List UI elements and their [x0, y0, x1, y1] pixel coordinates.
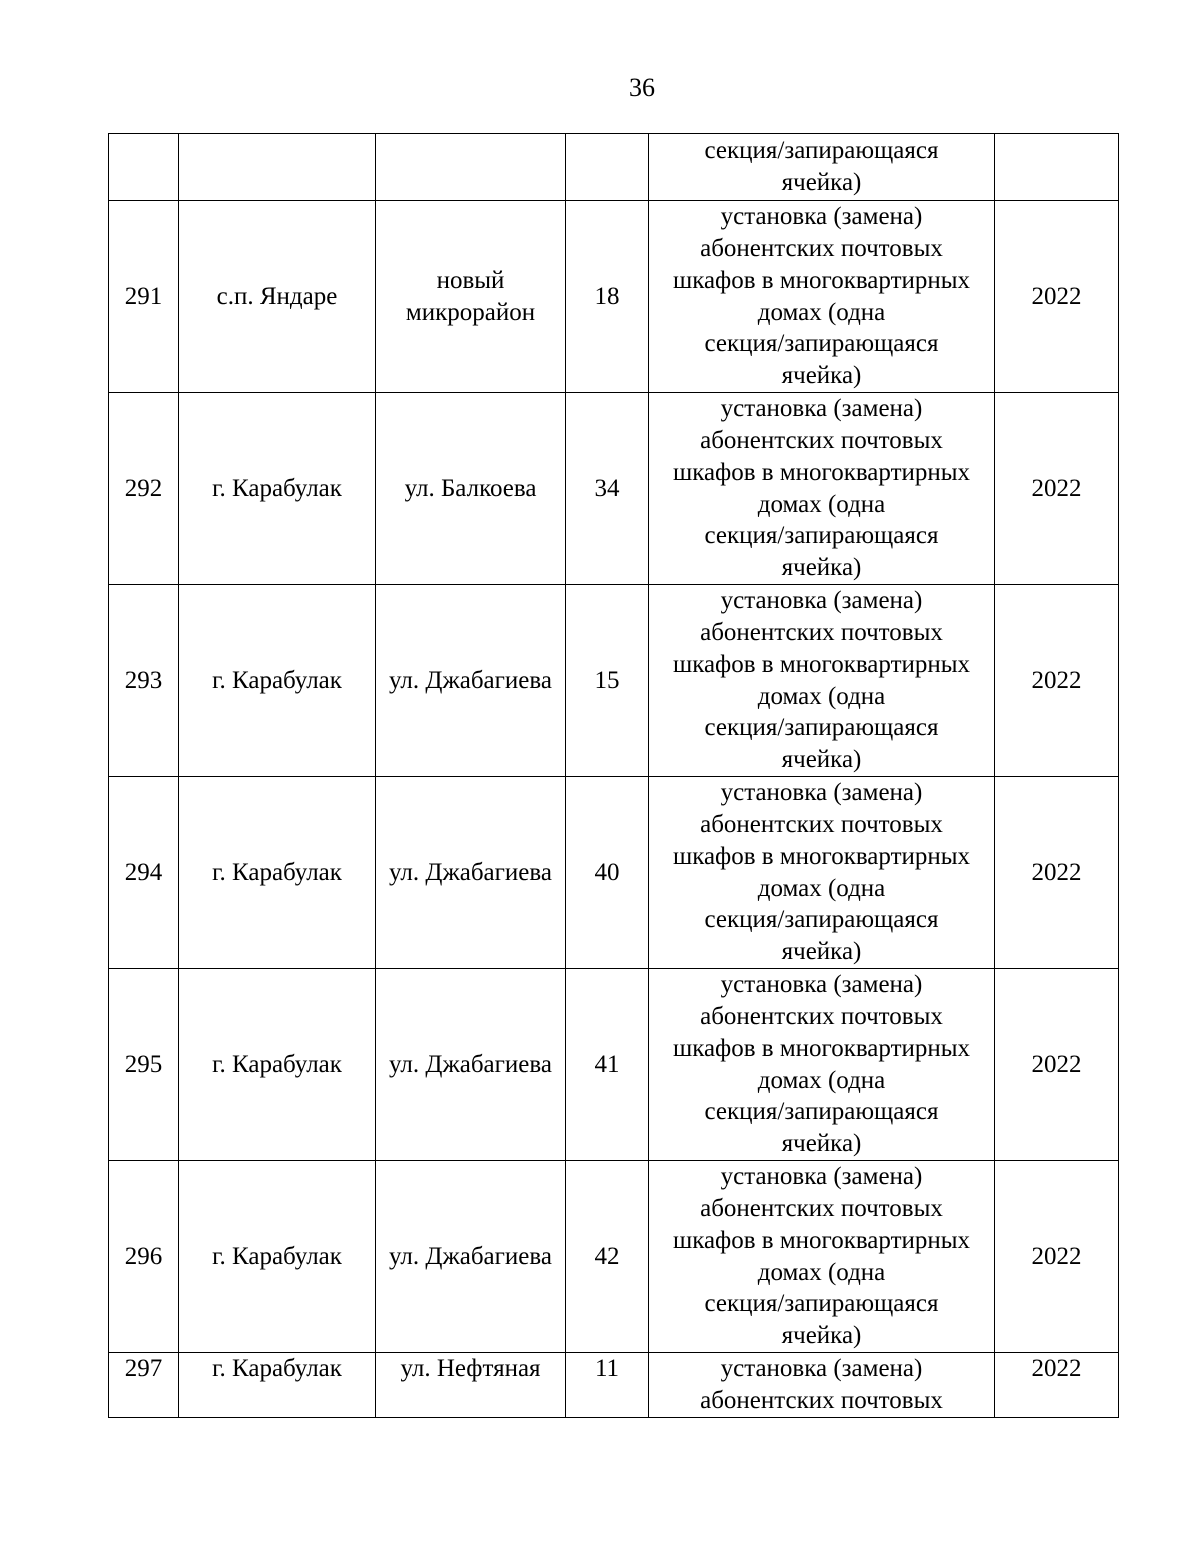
- table-row: [109, 585, 1119, 777]
- table-row: [109, 969, 1119, 1161]
- cell-settlement: г. Карабулак: [179, 585, 376, 777]
- cell-street: ул. Джабагиева: [376, 585, 566, 777]
- cell-description: установка (замена) абонентских почтовых: [649, 1353, 995, 1418]
- cell-settlement: г. Карабулак: [179, 393, 376, 585]
- cell-description: установка (замена) абонентских почтовых шкафов в многоквартирных домах (одна секция/запирающаяся ячейка): [649, 1161, 995, 1353]
- register-table: [108, 133, 1119, 1418]
- cell-no: 294: [109, 777, 179, 969]
- cell-year: [995, 134, 1119, 201]
- cell-house: 11: [566, 1353, 649, 1418]
- cell-house: 40: [566, 777, 649, 969]
- cell-year: 2022: [995, 1161, 1119, 1353]
- cell-street: ул. Джабагиева: [376, 1161, 566, 1353]
- cell-year: 2022: [995, 1353, 1119, 1418]
- cell-street: ул. Нефтяная: [376, 1353, 566, 1418]
- cell-street: ул. Балкоева: [376, 393, 566, 585]
- cell-no: 293: [109, 585, 179, 777]
- table-row: [109, 201, 1119, 393]
- cell-year: 2022: [995, 777, 1119, 969]
- cell-settlement: г. Карабулак: [179, 969, 376, 1161]
- cell-no: 296: [109, 1161, 179, 1353]
- table-row-continuation: [109, 134, 1119, 201]
- cell-house: 42: [566, 1161, 649, 1353]
- cell-settlement: г. Карабулак: [179, 1353, 376, 1418]
- cell-house: 34: [566, 393, 649, 585]
- cell-year: 2022: [995, 201, 1119, 393]
- cell-settlement: [179, 134, 376, 201]
- cell-year: 2022: [995, 393, 1119, 585]
- cell-no: 297: [109, 1353, 179, 1418]
- cell-street: ул. Джабагиева: [376, 969, 566, 1161]
- cell-no: 292: [109, 393, 179, 585]
- cell-street: новый микрорайон: [376, 201, 566, 393]
- table-row: [109, 777, 1119, 969]
- page-number: 36: [629, 73, 655, 102]
- table-row: [109, 1161, 1119, 1353]
- cell-description: установка (замена) абонентских почтовых шкафов в многоквартирных домах (одна секция/запирающаяся ячейка): [649, 201, 995, 393]
- table-row: [109, 393, 1119, 585]
- table-row-last: [109, 1353, 1119, 1418]
- cell-description: установка (замена) абонентских почтовых шкафов в многоквартирных домах (одна секция/запирающаяся ячейка): [649, 393, 995, 585]
- cell-no: 291: [109, 201, 179, 393]
- cell-street: ул. Джабагиева: [376, 777, 566, 969]
- cell-settlement: г. Карабулак: [179, 777, 376, 969]
- cell-settlement: г. Карабулак: [179, 1161, 376, 1353]
- cell-street: [376, 134, 566, 201]
- cell-house: 41: [566, 969, 649, 1161]
- cell-description: секция/запирающаяся ячейка): [649, 134, 995, 201]
- cell-house: 18: [566, 201, 649, 393]
- cell-settlement: с.п. Яндаре: [179, 201, 376, 393]
- cell-no: [109, 134, 179, 201]
- cell-house: 15: [566, 585, 649, 777]
- cell-no: 295: [109, 969, 179, 1161]
- cell-house: [566, 134, 649, 201]
- cell-year: 2022: [995, 585, 1119, 777]
- cell-description: установка (замена) абонентских почтовых шкафов в многоквартирных домах (одна секция/запирающаяся ячейка): [649, 969, 995, 1161]
- cell-description: установка (замена) абонентских почтовых шкафов в многоквартирных домах (одна секция/запирающаяся ячейка): [649, 777, 995, 969]
- cell-description: установка (замена) абонентских почтовых шкафов в многоквартирных домах (одна секция/запирающаяся ячейка): [649, 585, 995, 777]
- cell-year: 2022: [995, 969, 1119, 1161]
